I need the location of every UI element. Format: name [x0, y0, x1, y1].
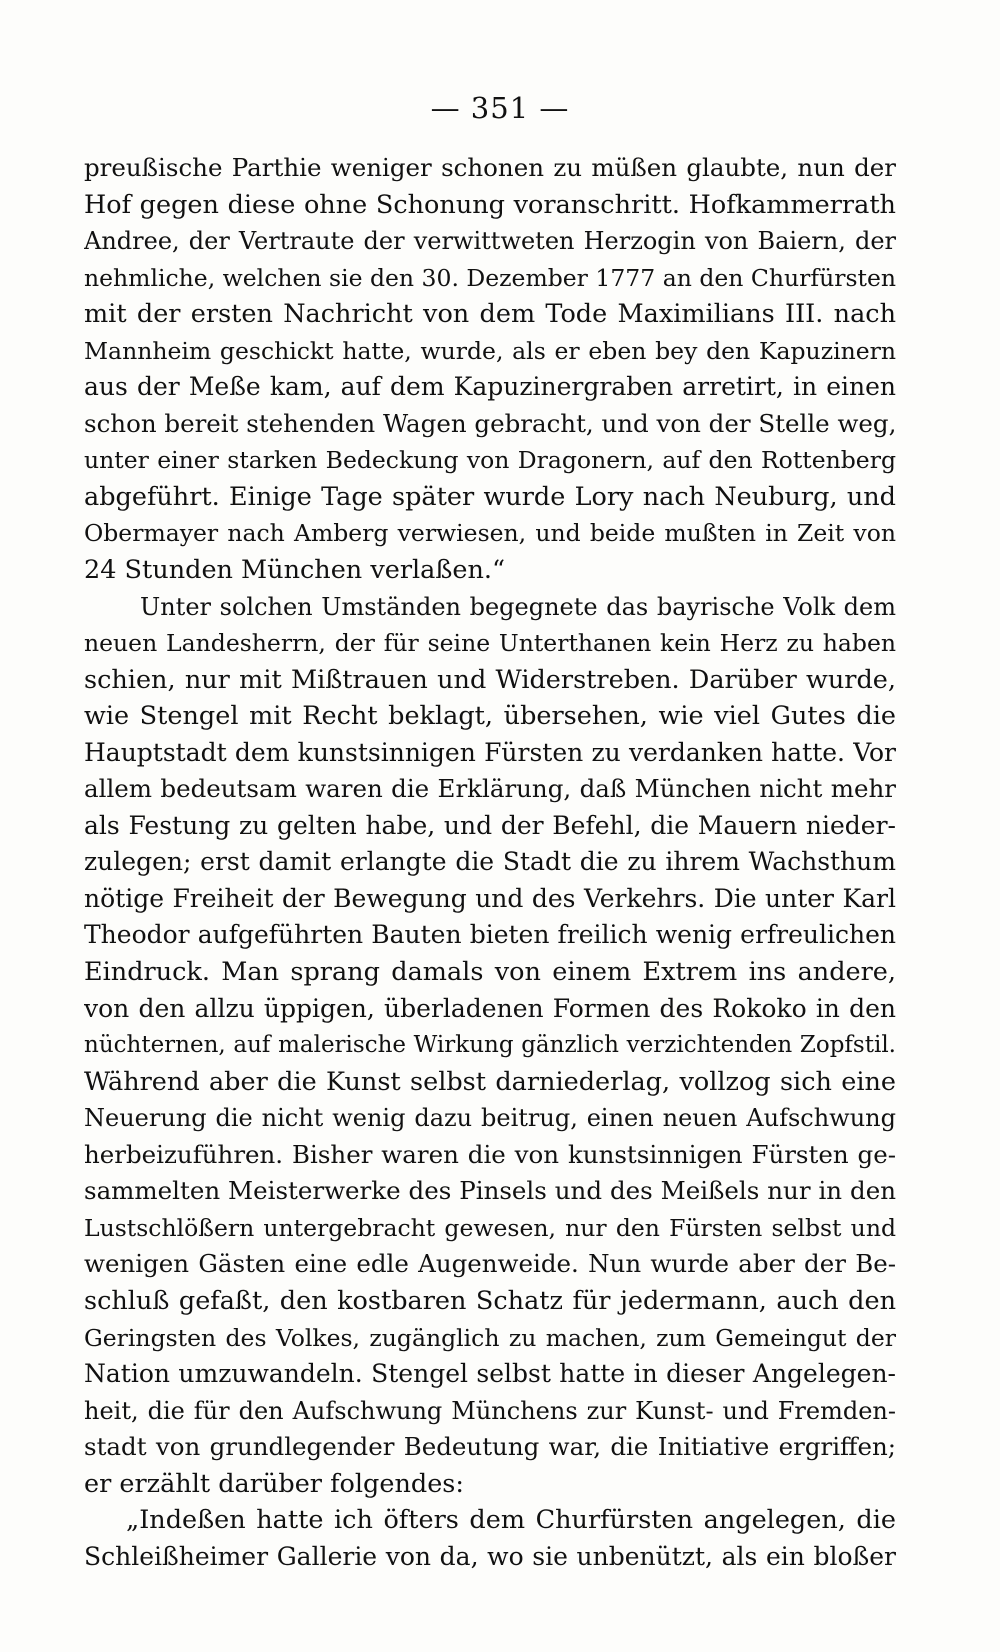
- body-text: [84, 150, 896, 1575]
- text-line: herbeizuführen. Bisher waren die von kunstsinnigen Fürsten ge-: [84, 1139, 896, 1169]
- text-line: Unter solchen Umständen begegnete das bayrische Volk dem: [140, 592, 896, 621]
- text-line: Neuerung die nicht wenig dazu beitrug, einen neuen Aufschwung: [84, 1104, 896, 1133]
- text-line: Während aber die Kunst selbst darniederlag, vollzog sich eine: [84, 1066, 896, 1097]
- text-line: Mannheim geschickt hatte, wurde, als er eben bey den Kapuzinern: [84, 336, 896, 365]
- text-line: sammelten Meisterwerke des Pinsels und des Meißels nur in den: [84, 1176, 896, 1206]
- text-line: er erzählt darüber folgendes:: [84, 1468, 464, 1499]
- text-line: schluß gefaßt, den kostbaren Schatz für jedermann, auch den: [84, 1285, 896, 1316]
- paragraph-1: [84, 150, 896, 589]
- text-line: nüchternen, auf malerische Wirkung gänzlich verzichtenden Zopfstil.: [84, 1032, 896, 1059]
- text-line: schien, nur mit Mißtrauen und Widerstreben. Darüber wurde,: [84, 664, 896, 695]
- text-line: nehmliche, welchen sie den 30. Dezember 1777 an den Churfürsten: [84, 263, 896, 292]
- page-number: — 351 —: [430, 91, 570, 125]
- text-line: heit, die für den Aufschwung Münchens zur Kunst- und Fremden-: [84, 1396, 896, 1425]
- text-line: 24 Stunden München verlaßen.“: [84, 555, 506, 586]
- text-line: allem bedeutsam waren die Erklärung, daß München nicht mehr: [84, 774, 896, 804]
- text-line: von den allzu üppigen, überladenen Formen des Rokoko in den: [84, 993, 896, 1023]
- text-line: Hauptstadt dem kunstsinnigen Fürsten zu verdanken hatte. Vor: [84, 737, 896, 767]
- text-line: wenigen Gästen eine edle Augenweide. Nun wurde aber der Be-: [84, 1249, 896, 1279]
- text-line: Obermayer nach Amberg verwiesen, und beide mußten in Zeit von: [84, 519, 896, 548]
- text-line: als Festung zu gelten habe, und der Befehl, die Mauern nieder-: [84, 810, 896, 840]
- paragraph-2: [84, 589, 896, 1503]
- text-line: Andree, der Vertraute der verwittweten Herzogin von Baiern, der: [84, 227, 896, 256]
- text-line: unter einer starken Bedeckung von Dragonern, auf den Rottenberg: [84, 446, 896, 475]
- text-line: aus der Meße kam, auf dem Kapuzinergraben arretirt, in einen: [84, 372, 896, 402]
- paragraph-3: [84, 1502, 896, 1575]
- text-line: Lustschlößern untergebracht gewesen, nur den Fürsten selbst und: [84, 1213, 896, 1242]
- text-line: zulegen; erst damit erlangte die Stadt die zu ihrem Wachsthum: [84, 847, 896, 877]
- text-line: abgeführt. Einige Tage später wurde Lory nach Neuburg, und: [84, 481, 896, 512]
- text-line: mit der ersten Nachricht von dem Tode Maximilians III. nach: [84, 299, 896, 330]
- text-line: nötige Freiheit der Bewegung und des Verkehrs. Die unter Karl: [84, 883, 896, 913]
- text-line: wie Stengel mit Recht beklagt, übersehen, wie viel Gutes die: [84, 701, 896, 732]
- text-line: preußische Parthie weniger schonen zu müßen glaubte, nun der: [84, 153, 896, 182]
- text-line: Geringsten des Volkes, zugänglich zu machen, zum Gemeingut der: [84, 1323, 896, 1352]
- text-line: stadt von grundlegender Bedeutung war, die Initiative ergriffen;: [84, 1432, 896, 1462]
- text-line: neuen Landesherrn, der für seine Unterthanen kein Herz zu haben: [84, 629, 896, 658]
- text-line: Schleißheimer Gallerie von da, wo sie unbenützt, als ein bloßer: [84, 1541, 896, 1571]
- text-line: Theodor aufgeführten Bauten bieten freilich wenig erfreulichen: [84, 920, 896, 950]
- text-line: Eindruck. Man sprang damals von einem Extrem ins andere,: [84, 957, 896, 988]
- text-line: Nation umzuwandeln. Stengel selbst hatte in dieser Angelegen-: [84, 1359, 896, 1389]
- text-line: schon bereit stehenden Wagen gebracht, und von der Stelle weg,: [84, 408, 896, 438]
- text-line: „Indeßen hatte ich öfters dem Churfürsten angelegen, die: [126, 1505, 896, 1536]
- text-line: Hof gegen diese ohne Schonung voranschritt. Hofkammerrath: [84, 189, 896, 220]
